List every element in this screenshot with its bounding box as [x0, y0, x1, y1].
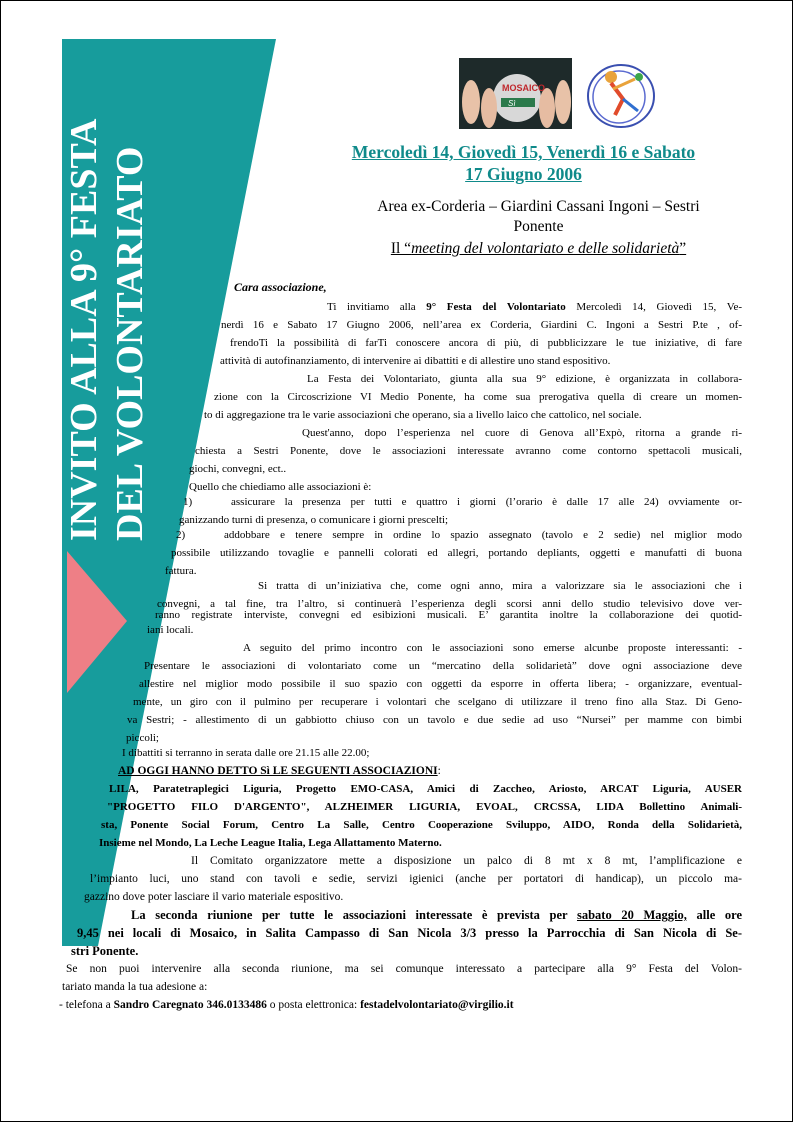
p3-line2: chiesta a Sestri Ponente, dove le associazioni interessate avranno come contorno spettacoli musicali, — [195, 445, 742, 457]
vertical-title-line1: INVITO ALLA 9° FESTA — [63, 118, 105, 541]
associations-line1: LILA, Paratetraplegici Liguria, Progetto EMO-CASA, Amici di Zaccheo, Ariosto, ARCAT Liguria, AUSER — [109, 783, 742, 795]
p4-item1-number: 1) — [183, 496, 193, 508]
salutation: Cara associazione, — [234, 280, 327, 294]
associations-line4: Insieme nel Mondo, La Leche League Italia, Lega Allattamento Materno. — [99, 837, 442, 849]
event-dates — [301, 141, 746, 185]
svg-text:Sì: Sì — [508, 99, 516, 108]
p1-line3: frendoTi la possibilità di farTi conoscere ancora di più, di pubblicizzare le tue iniziative, di fare — [230, 337, 742, 349]
p9-line1: La seconda riunione per tutte le associazioni interessate è prevista per sabato 20 Maggio, alle ore — [131, 908, 743, 922]
p5-line4: iani locali. — [147, 624, 194, 636]
p9-line3: stri Ponente. — [71, 944, 139, 958]
p4-item1-line2: ganizzando turni di presenza, o comunicare i giorni prescelti; — [179, 514, 449, 526]
p2-line2: zione con la Circoscrizione VI Medio Ponente, ha come sua prerogativa quella di creare un momen- — [214, 391, 742, 403]
p10-line2: tariato manda la tua adesione a: — [62, 981, 208, 993]
associations-line2: "PROGETTO FILO D'ARGENTO", ALZHEIMER LIGURIA, EVOAL, CRCSSA, LIDA Bollettino Animali- — [107, 801, 742, 813]
p1-line1: Ti invitiamo alla 9° Festa del Volontariato Mercoledì 14, Giovedì 15, Ve- — [327, 301, 742, 313]
debates-schedule: I dibattiti si terranno in serata dalle ore 21.15 alle 22.00; — [122, 747, 370, 759]
event-dates-line1: Mercoledì 14, Giovedì 15, Venerdì 16 e Sabato — [351, 142, 696, 162]
p5-line1: Si tratta di un’iniziativa che, come ogni anno, mira a valorizzare sia le associazioni che i — [258, 580, 742, 592]
event-dates-line2: 17 Giugno 2006 — [465, 164, 582, 184]
p3-line3: giochi, convegni, ect.. — [189, 463, 287, 475]
p8-line1: Il Comitato organizzatore mette a disposizione un palco di 8 mt x 8 mt, l’amplificazione e — [191, 855, 742, 867]
associations-heading: AD OGGI HANNO DETTO Sì LE SEGUENTI ASSOCIAZIONI: — [118, 765, 441, 777]
vertical-title-line2: DEL VOLONTARIATO — [109, 146, 151, 541]
p4-item2-line1: addobbare e tenere sempre in ordine lo spazio assegnato (tavolo e 2 sedie) nel miglior modo — [224, 529, 742, 541]
p8-line3: gazzino dove poter lasciare il vario materiale espositivo. — [84, 891, 344, 903]
meeting-subtitle: Il “meeting del volontariato e delle solidarietà” — [390, 240, 687, 257]
p4-intro: Quello che chiediamo alle associazioni è: — [189, 481, 372, 493]
p3-line1: Quest'anno, dopo l’esperienza nel cuore di Genova all’Expò, ritorna a grande ri- — [302, 427, 742, 439]
p4-item2-line3: fattura. — [165, 565, 197, 577]
volunteer-figure-logo-icon — [583, 59, 657, 131]
p6-line2: Presentare le associazioni di volontariato come un “mercatino della solidarietà” dove ogni associazione deve — [144, 660, 742, 672]
p6-line1: A seguito del primo incontro con le associazioni sono emerse alcunbe proposte interessanti: - — [243, 642, 742, 654]
p1-line4: attività di autofinanziamento, di intervenire ai dibattiti e di allestire uno stand espositivo. — [220, 355, 611, 367]
p9-line2: 9,45 nei locali di Mosaico, in Salita Campasso di San Nicola 3/3 presso la Parrocchia di San Nicola di Se- — [77, 926, 742, 940]
p8-line2: l’impianto luci, uno stand con tavoli e sedie, servizi igienici (anche per portatori di handicap), un piccolo ma- — [90, 873, 742, 885]
hands-ball-icon — [459, 58, 572, 129]
p5-line2: convegni, a tal fine, tra l’altro, si continuerà l’esperienza degli scorsi anni dello studio televisivo dove ver- — [157, 598, 742, 610]
p6-line6: piccoli; — [126, 732, 159, 744]
vertical-title — [61, 51, 153, 541]
event-venue-line1: Area ex-Corderia – Giardini Cassani Ingoni – Sestri — [377, 198, 700, 215]
p4-item2-number: 2) — [176, 529, 186, 541]
p6-line4: mente, un giro con il pulmino per recuperare i volontari che scelgano di utilizzare il treno fino alla Staz. Di Geno- — [133, 696, 742, 708]
p2-line1: La Festa dei Volontariato, giunta alla sua 9° edizione, è organizzata in collabora- — [307, 373, 742, 385]
svg-text:MOSAICO: MOSAICO — [502, 83, 546, 93]
p2-line3: to di aggregazione tra le varie associazioni che operano, sia a livello laico che cattolico, nel sociale. — [204, 409, 642, 421]
p4-item2-line2: possibile utilizzando tovaglie e pannelli colorati ed allegri, portando depliants, oggetti e manufatti di buona — [171, 547, 742, 559]
event-venue — [331, 197, 746, 237]
event-venue-line2: Ponente — [513, 218, 564, 235]
p10-line1: Se non puoi intervenire alla seconda riunione, ma sei comunque interessato a partecipare alla 9° Festa del Volon- — [66, 963, 742, 975]
mosaico-logo-photo — [459, 58, 572, 129]
p4-item1-line1: assicurare la presenza per tutti e quattro i giorni (l’orario è dalle 17 alle 24) ovviamente or- — [231, 496, 742, 508]
contact-name-phone: Sandro Caregnato 346.0133486 — [113, 999, 267, 1011]
contact-line: - telefona a Sandro Caregnato 346.0133486 o posta elettronica: festadelvolontariato@virgilio.it — [59, 999, 514, 1011]
p5-line3: ranno registrate interviste, convegni ed esibizioni musicali. E’ garantita inoltre la collaborazione dei quotid- — [155, 609, 742, 621]
associations-line3: sta, Ponente Social Forum, Centro La Salle, Centro Cooperazione Sviluppo, AIDO, Ronda della Solidarietà, — [101, 819, 742, 831]
p6-line5: va Sestri; - allestimento di un gabbiotto chiuso con un tavolo e due sedie ad uso “Nursei” per mamme con bimbi — [127, 714, 742, 726]
p6-line3: allestire nel miglior modo possibile il suo spazio con oggetti da esporre in offerta libera; - organizzare, eventual- — [139, 678, 742, 690]
contact-email[interactable]: festadelvolontariato@virgilio.it — [360, 999, 514, 1011]
p1-line2: nerdì 16 e Sabato 17 Giugno 2006, nell’area ex Corderia, Giardini C. Ingoni a Sestri P.te , of- — [221, 319, 742, 331]
